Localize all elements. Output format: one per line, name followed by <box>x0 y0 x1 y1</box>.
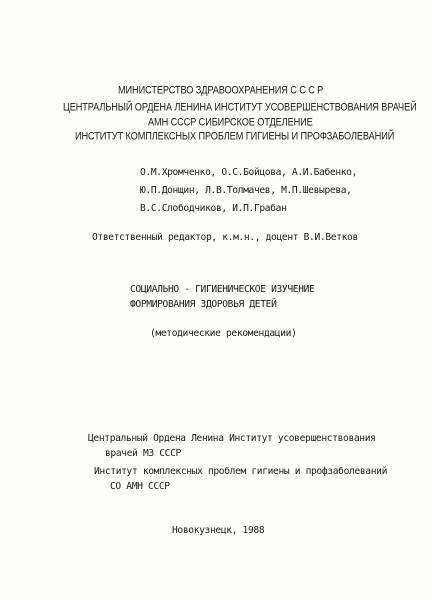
responsible-editor: Ответственный редактор, к.м.н., доцент В.И.Ветков <box>92 232 358 243</box>
institute-heading-line1: ЦЕНТРАЛЬНЫЙ ОРДЕНА ЛЕНИНА ИНСТИТУТ УСОВЕРШЕНСТВОВАНИЯ ВРАЧЕЙ <box>63 101 417 113</box>
publisher-line4: СО АМН СССР <box>110 481 170 492</box>
authors-line3: В.С.Слободчиков, И.П.Грабан <box>140 203 287 214</box>
institute-heading-line3: ИНСТИТУТ КОМПЛЕКСНЫХ ПРОБЛЕМ ГИГИЕНЫ И ПРОФЗАБОЛЕВАНИЙ <box>75 130 395 142</box>
publisher-line1: Центральный Ордена Ленина Институт усовершенствования <box>88 433 376 444</box>
authors-line1: О.М.Хромченко, О.С.Бойцова, А.И.Бабенко, <box>140 167 358 178</box>
institute-heading-line2: АМН СССР СИБИРСКОЕ ОТДЕЛЕНИЕ <box>148 116 313 128</box>
document-subtitle: (методические рекомендации) <box>150 328 297 339</box>
authors-line2: Ю.П.Донщин, Л.В.Толмачев, М.П.Шевырева, <box>140 185 352 196</box>
ministry-heading: МИНИСТЕРСТВО ЗДРАВООХРАНЕНИЯ С С С Р <box>118 84 324 96</box>
imprint-city-year: Новокузнецк, 1988 <box>172 525 265 536</box>
publisher-line3: Институт комплексных проблем гигиены и профзаболеваний <box>94 466 388 477</box>
publisher-line2: врачей МЗ СССР <box>105 448 181 459</box>
title-line2: ФОРМИРОВАНИЯ ЗДОРОВЬЯ ДЕТЕЙ <box>130 299 277 310</box>
title-line1: СОЦИАЛЬНО - ГИГИЕНИЧЕСКОЕ ИЗУЧЕНИЕ <box>130 284 315 295</box>
